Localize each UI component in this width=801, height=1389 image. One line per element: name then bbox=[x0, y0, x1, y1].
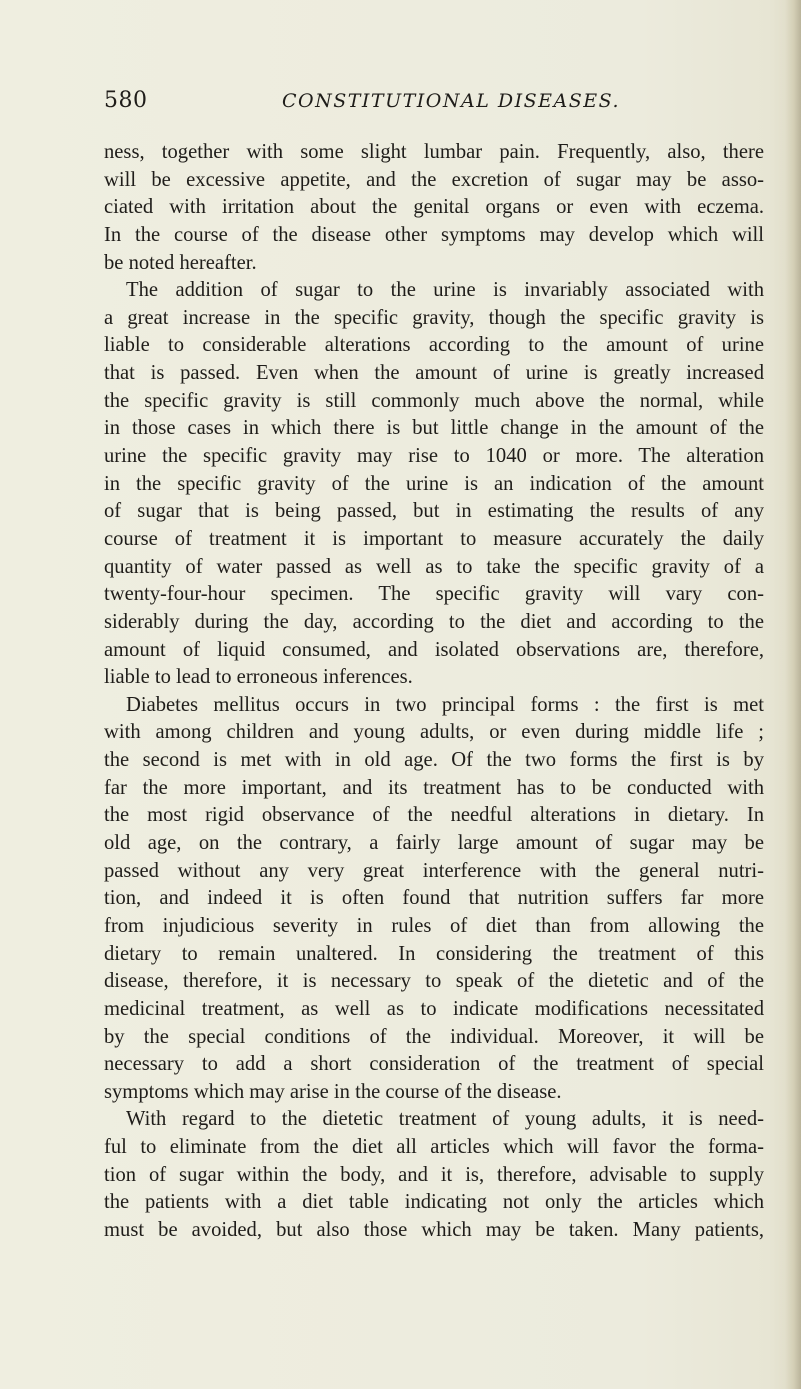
page-number: 580 bbox=[104, 88, 148, 113]
body-text bbox=[104, 139, 764, 1245]
text-line: the specific gravity is still commonly much above the normal, while bbox=[104, 389, 764, 412]
text-line: tion of sugar within the body, and it is, therefore, advisable to supply bbox=[104, 1163, 764, 1186]
text-line: ciated with irritation about the genital organs or even with eczema. bbox=[104, 196, 764, 219]
text-line: must be avoided, but also those which may be taken. Many patients, bbox=[104, 1218, 764, 1241]
text-line: quantity of water passed as well as to take the specific gravity of a bbox=[104, 555, 764, 578]
text-line: far the more important, and its treatment has to be conducted with bbox=[104, 776, 764, 799]
text-line: In the course of the disease other symptoms may develop which will bbox=[104, 223, 764, 246]
text-line: will be excessive appetite, and the excretion of sugar may be asso- bbox=[104, 168, 764, 191]
text-line: by the special conditions of the individual. Moreover, it will be bbox=[104, 1025, 764, 1048]
text-line: ful to eliminate from the diet all articles which will favor the forma- bbox=[104, 1136, 764, 1159]
text-line: from injudicious severity in rules of diet than from allowing the bbox=[104, 914, 764, 937]
text-line: be noted hereafter. bbox=[104, 251, 257, 274]
text-line: of sugar that is being passed, but in estimating the results of any bbox=[104, 500, 764, 523]
text-line: tion, and indeed it is often found that nutrition suffers far more bbox=[104, 887, 764, 910]
text-line: ness, together with some slight lumbar pain. Frequently, also, there bbox=[104, 141, 764, 163]
text-line: medicinal treatment, as well as to indicate modifications necessitated bbox=[104, 997, 764, 1020]
text-line: liable to considerable alterations according to the amount of urine bbox=[104, 334, 764, 357]
text-line: old age, on the contrary, a fairly large amount of sugar may be bbox=[104, 832, 764, 855]
running-title: CONSTITUTIONAL DISEASES. bbox=[282, 90, 620, 112]
text-line: dietary to remain unaltered. In considering the treatment of this bbox=[104, 942, 764, 965]
paragraph-start-line: With regard to the dietetic treatment of young adults, it is need- bbox=[126, 1108, 764, 1131]
text-line: in the specific gravity of the urine is an indication of the amount bbox=[104, 472, 764, 495]
text-line: a great increase in the specific gravity, though the specific gravity is bbox=[104, 306, 764, 329]
text-line: necessary to add a short consideration of the treatment of special bbox=[104, 1053, 764, 1076]
text-line: that is passed. Even when the amount of urine is greatly increased bbox=[104, 362, 764, 385]
text-line: liable to lead to erroneous inferences. bbox=[104, 666, 413, 689]
text-line: in those cases in which there is but little change in the amount of the bbox=[104, 417, 764, 440]
text-line: the patients with a diet table indicating not only the articles which bbox=[104, 1191, 764, 1214]
text-line: symptoms which may arise in the course of the disease. bbox=[104, 1080, 562, 1103]
page-header bbox=[104, 88, 764, 118]
text-line: course of treatment it is important to measure accurately the daily bbox=[104, 527, 764, 550]
text-line: urine the specific gravity may rise to 1040 or more. The alteration bbox=[104, 445, 764, 468]
text-line: amount of liquid consumed, and isolated observations are, therefore, bbox=[104, 638, 764, 661]
text-line: twenty-four-hour specimen. The specific gravity will vary con- bbox=[104, 583, 764, 606]
text-line: siderably during the day, according to the diet and according to the bbox=[104, 610, 764, 633]
page-edge-shadow bbox=[785, 0, 801, 1389]
text-line: passed without any very great interference with the general nutri- bbox=[104, 859, 764, 882]
paragraph-start-line: The addition of sugar to the urine is invariably associated with bbox=[126, 279, 764, 302]
paragraph-start-line: Diabetes mellitus occurs in two principal forms : the first is met bbox=[126, 693, 764, 716]
text-line: the most rigid observance of the needful alterations in dietary. In bbox=[104, 804, 764, 827]
text-line: the second is met with in old age. Of the two forms the first is by bbox=[104, 749, 764, 772]
text-line: disease, therefore, it is necessary to speak of the dietetic and of the bbox=[104, 970, 764, 993]
text-line: with among children and young adults, or even during middle life ; bbox=[104, 721, 764, 744]
